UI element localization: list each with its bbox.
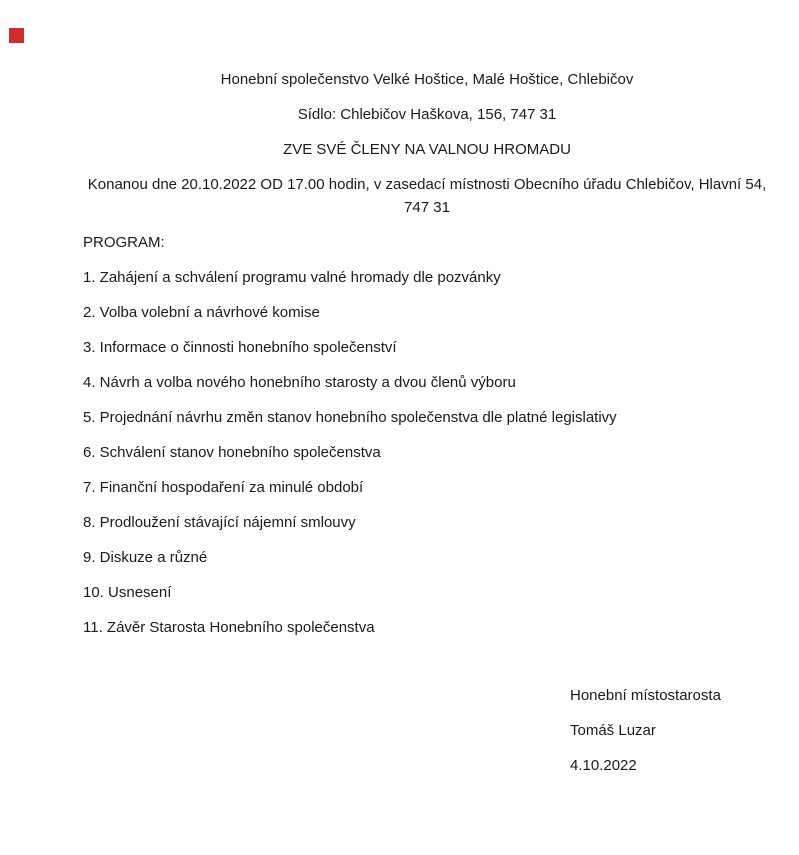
program-item: 11. Závěr Starosta Honebního společenstva — [83, 619, 375, 636]
program-item: 8. Prodloužení stávající nájemní smlouvy — [83, 514, 356, 531]
org-address: Sídlo: Chlebičov Haškova, 156, 747 31 — [297, 106, 557, 123]
program-item: 10. Usnesení — [83, 584, 172, 601]
invitation-line: ZVE SVÉ ČLENY NA VALNOU HROMADU — [283, 141, 571, 158]
meeting-line-1: Konanou dne 20.10.2022 OD 17.00 hodin, v zasedací místnosti Obecního úřadu Chlebičov, Hlavní 54, — [87, 176, 767, 193]
org-title: Honební společenstvo Velké Hoštice, Malé Hoštice, Chlebičov — [220, 71, 634, 88]
meeting-line-2: 747 31 — [404, 199, 450, 216]
program-item: 7. Finanční hospodaření za minulé období — [83, 479, 364, 496]
program-title: PROGRAM: — [83, 234, 165, 251]
program-item: 3. Informace o činnosti honebního společenství — [83, 339, 397, 356]
program-item: 5. Projednání návrhu změn stanov honebního společenstva dle platné legislativy — [83, 409, 617, 426]
program-item: 6. Schválení stanov honebního společenstva — [83, 444, 381, 461]
program-item: 2. Volba volební a návrhové komise — [83, 304, 320, 321]
program-section — [83, 231, 771, 639]
program-item: 9. Diskuze a různé — [83, 549, 208, 566]
vertical-spacer — [83, 651, 771, 684]
red-marker-square — [9, 28, 24, 43]
signature-role: Honební místostarosta — [570, 687, 721, 704]
meeting-datetime-venue — [83, 173, 771, 219]
signature-date: 4.10.2022 — [570, 757, 637, 774]
program-item: 4. Návrh a volba nového honebního starosty a dvou členů výboru — [83, 374, 516, 391]
signature-block — [83, 684, 771, 777]
program-item: 1. Zahájení a schválení programu valné hromady dle pozvánky — [83, 269, 501, 286]
signature-name: Tomáš Luzar — [570, 722, 656, 739]
